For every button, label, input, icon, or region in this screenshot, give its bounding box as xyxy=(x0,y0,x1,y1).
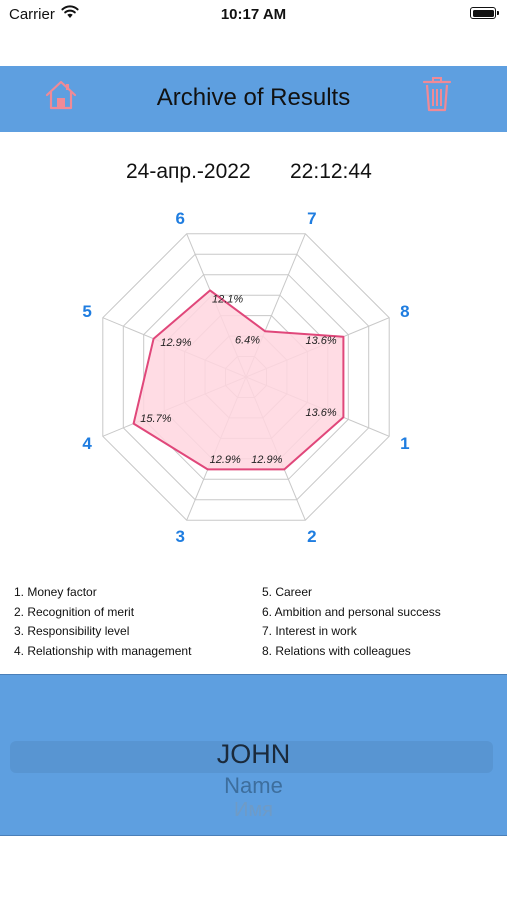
legend-item: 4. Relationship with management xyxy=(14,643,192,658)
legend-left xyxy=(14,583,191,661)
axis-label: 6 xyxy=(175,209,185,229)
picker-item[interactable]: Имя xyxy=(234,799,273,821)
axis-label: 2 xyxy=(307,526,317,546)
axis-label: 8 xyxy=(400,302,410,322)
legend-right xyxy=(262,583,441,661)
value-label: 12.9% xyxy=(209,454,241,466)
legend-item: 5. Career xyxy=(262,585,313,599)
value-label: 12.9% xyxy=(160,337,192,350)
legend-item: 8. Relations with colleagues xyxy=(262,643,411,658)
picker-item[interactable]: Name xyxy=(224,773,283,798)
value-label: 6.4% xyxy=(234,334,261,347)
clock-label: 10:17 AM xyxy=(220,6,287,23)
radar-series xyxy=(134,290,344,469)
page-title: Archive of Results xyxy=(156,84,351,111)
legend-item: 6. Ambition and personal success xyxy=(262,604,441,619)
legend-item: 3. Responsibility level xyxy=(14,624,130,638)
value-label: 15.7% xyxy=(140,413,172,426)
trash-icon[interactable] xyxy=(422,76,452,112)
value-label: 13.6% xyxy=(305,406,337,419)
nav-bar xyxy=(0,66,507,132)
result-date: 24-апр.-2022 xyxy=(126,160,251,183)
axis-label: 1 xyxy=(400,433,410,453)
picker-item-selected[interactable]: JOHN xyxy=(216,739,291,769)
result-time: 22:12:44 xyxy=(290,160,372,183)
radar-series-area xyxy=(134,290,344,469)
axis-label: 4 xyxy=(82,433,92,453)
value-label: 12.1% xyxy=(211,293,244,306)
name-picker[interactable] xyxy=(0,674,507,836)
legend-item: 1. Money factor xyxy=(14,585,97,599)
value-label: 13.6% xyxy=(305,335,337,348)
status-bar xyxy=(0,0,507,30)
legend-item: 7. Interest in work xyxy=(262,624,357,638)
radar-chart xyxy=(0,200,507,550)
carrier-label: Carrier xyxy=(9,6,55,23)
axis-label: 7 xyxy=(307,209,317,229)
result-datetime xyxy=(0,160,507,190)
battery-icon xyxy=(470,7,496,19)
value-label: 12.9% xyxy=(251,454,283,466)
legend-item: 2. Recognition of merit xyxy=(14,604,135,619)
axis-label: 5 xyxy=(82,302,92,322)
axis-label: 3 xyxy=(175,526,185,546)
